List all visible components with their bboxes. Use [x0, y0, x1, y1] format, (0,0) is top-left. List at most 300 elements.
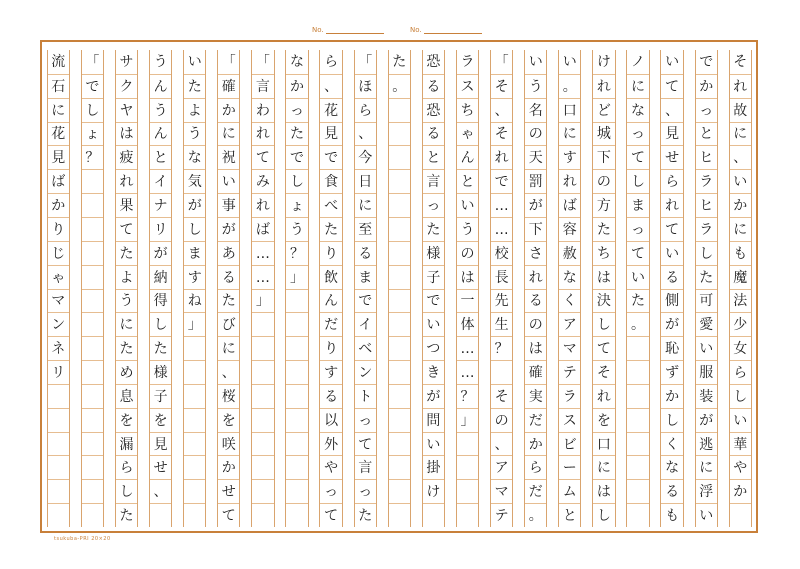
grid-cell: ん [150, 122, 171, 147]
text-column [456, 50, 479, 527]
grid-cell: ば [559, 193, 580, 218]
grid-cell: れ [525, 265, 546, 290]
grid-cell: を [150, 408, 171, 433]
grid-cell: 確 [525, 360, 546, 385]
grid-cell: よ [184, 98, 205, 123]
grid-cell: ま [627, 193, 648, 218]
grid-cell: て [116, 217, 137, 242]
grid-cell [48, 455, 69, 480]
grid-cell: ラ [696, 217, 717, 242]
grid-cell: い [730, 408, 751, 433]
grid-cell: マ [559, 336, 580, 361]
grid-cell: 飲 [320, 265, 341, 290]
grid-cell: 漏 [116, 432, 137, 457]
grid-cell: な [559, 265, 580, 290]
grid-cell: 様 [150, 360, 171, 385]
grid-cell [252, 312, 273, 337]
grid-cell: と [559, 503, 580, 528]
number-label-text-2: No. [410, 26, 422, 34]
grid-cell: は [457, 265, 478, 290]
grid-cell [82, 265, 103, 290]
grid-cell: で [491, 169, 512, 194]
grid-cell: か [730, 193, 751, 218]
grid-cell: 見 [48, 145, 69, 170]
grid-cell: 言 [355, 455, 376, 480]
grid-cell: た [218, 289, 239, 314]
grid-cell: っ [355, 479, 376, 504]
grid-cell [389, 289, 410, 314]
grid-cell: て [593, 336, 614, 361]
grid-cell: た [392, 53, 407, 70]
grid-cell [627, 384, 648, 409]
grid-cell: が [661, 312, 682, 337]
grid-cell: っ [355, 408, 376, 433]
grid-cell: ア [491, 455, 512, 480]
grid-cell: る [320, 384, 341, 409]
grid-cell: と [457, 169, 478, 194]
grid-cell: 一 [457, 289, 478, 314]
grid-cell: に [116, 312, 137, 337]
grid-cell: ち [593, 241, 614, 266]
grid-cell: … [457, 336, 478, 361]
grid-cell: い [423, 312, 444, 337]
grid-cell: で [286, 145, 307, 170]
grid-cell: と [423, 145, 444, 170]
grid-cell: じ [48, 241, 69, 266]
grid-cell: マ [491, 479, 512, 504]
grid-cell: 以 [320, 408, 341, 433]
grid-cell [48, 479, 69, 504]
grid-cell: が [150, 241, 171, 266]
grid-cell: た [593, 217, 614, 242]
grid-cell: せ [218, 479, 239, 504]
grid-cell [389, 312, 410, 337]
grid-cell: の [593, 169, 614, 194]
grid-cell [389, 217, 410, 242]
grid-cell [184, 432, 205, 457]
grid-cell [389, 98, 410, 123]
text-column [47, 50, 70, 527]
grid-cell [389, 408, 410, 433]
grid-cell: や [320, 455, 341, 480]
grid-cell [286, 503, 307, 528]
grid-cell: な [289, 53, 304, 70]
grid-cell: 浮 [696, 479, 717, 504]
grid-cell: い [696, 503, 717, 528]
grid-cell: い [665, 53, 680, 70]
grid-cell: 確 [218, 74, 239, 99]
grid-cell: ら [525, 455, 546, 480]
grid-cell: は [593, 265, 614, 290]
grid-cell: を [218, 408, 239, 433]
grid-cell: 装 [696, 384, 717, 409]
grid-cell: た [696, 265, 717, 290]
grid-cell: が [184, 193, 205, 218]
grid-cell: ょ [82, 122, 103, 147]
grid-cell: が [423, 384, 444, 409]
grid-cell: に [627, 74, 648, 99]
grid-cell [286, 432, 307, 457]
number-line-1 [326, 33, 384, 34]
grid-cell: ネ [48, 336, 69, 361]
grid-cell: ら [730, 360, 751, 385]
grid-cell: も [661, 503, 682, 528]
grid-cell: る [661, 479, 682, 504]
grid-cell [82, 432, 103, 457]
grid-cell: 納 [150, 265, 171, 290]
grid-cell: 先 [491, 289, 512, 314]
grid-cell [82, 217, 103, 242]
grid-cell: が [525, 193, 546, 218]
grid-cell: て [218, 503, 239, 528]
grid-cell: な [627, 98, 648, 123]
grid-cell: 下 [593, 145, 614, 170]
grid-cell: び [218, 312, 239, 337]
grid-cell [389, 455, 410, 480]
grid-cell: 、 [218, 360, 239, 385]
grid-cell [184, 360, 205, 385]
grid-cell: う [150, 98, 171, 123]
grid-cell: 。 [559, 74, 580, 99]
grid-cell: と [696, 122, 717, 147]
grid-cell: か [218, 455, 239, 480]
grid-cell: ン [48, 312, 69, 337]
grid-cell: 。 [389, 74, 410, 99]
grid-cell: し [82, 98, 103, 123]
grid-cell: う [457, 217, 478, 242]
grid-cell: ー [559, 455, 580, 480]
grid-cell: う [116, 289, 137, 314]
grid-cell: ん [150, 74, 171, 99]
text-column [183, 50, 206, 527]
grid-cell: ら [116, 455, 137, 480]
grid-cell: 日 [355, 169, 376, 194]
grid-cell: い [562, 53, 577, 70]
grid-cell: か [661, 384, 682, 409]
grid-cell [730, 503, 751, 528]
grid-cell: の [491, 408, 512, 433]
grid-cell: ま [355, 265, 376, 290]
grid-cell: い [627, 265, 648, 290]
grid-cell: 石 [48, 74, 69, 99]
grid-cell [389, 241, 410, 266]
grid-cell [184, 336, 205, 361]
grid-cell [457, 455, 478, 480]
grid-cell: か [48, 193, 69, 218]
grid-cell: し [661, 408, 682, 433]
grid-cell: っ [696, 98, 717, 123]
grid-cell: 子 [150, 384, 171, 409]
grid-cell [389, 169, 410, 194]
grid-cell: さ [525, 241, 546, 266]
grid-cell [286, 289, 307, 314]
grid-cell: に [559, 122, 580, 147]
grid-cell [389, 265, 410, 290]
grid-cell: 口 [593, 432, 614, 457]
grid-cell: に [218, 336, 239, 361]
grid-cell: い [661, 241, 682, 266]
grid-cell: な [661, 455, 682, 480]
grid-cell: ゃ [457, 122, 478, 147]
text-column [217, 50, 240, 527]
grid-cell: … [491, 217, 512, 242]
grid-cell: 名 [525, 98, 546, 123]
grid-cell [457, 503, 478, 528]
grid-cell: 見 [661, 122, 682, 147]
grid-cell: ？ [457, 384, 478, 409]
text-column [626, 50, 649, 527]
grid-cell: つ [423, 336, 444, 361]
grid-cell: み [252, 169, 273, 194]
grid-cell: い [457, 193, 478, 218]
grid-cell: 女 [730, 336, 751, 361]
grid-cell: か [286, 74, 307, 99]
grid-cell: か [730, 479, 751, 504]
grid-cell: く [559, 289, 580, 314]
grid-cell: あ [218, 241, 239, 266]
grid-cell: ノ [630, 53, 645, 70]
grid-cell: い [730, 169, 751, 194]
grid-cell: に [593, 455, 614, 480]
grid-cell: い [696, 336, 717, 361]
grid-cell: で [320, 145, 341, 170]
grid-cell [627, 479, 648, 504]
grid-cell: っ [627, 217, 648, 242]
grid-cell: し [696, 241, 717, 266]
grid-cell: イ [355, 312, 376, 337]
grid-cell: 「 [494, 53, 509, 70]
grid-cell: る [423, 74, 444, 99]
grid-cell [286, 455, 307, 480]
grid-cell: ま [184, 241, 205, 266]
grid-cell: ス [457, 74, 478, 99]
grid-cell: 方 [593, 193, 614, 218]
grid-cell [389, 384, 410, 409]
grid-cell: に [218, 122, 239, 147]
grid-cell [82, 360, 103, 385]
grid-cell: 見 [320, 122, 341, 147]
grid-cell: も [730, 241, 751, 266]
grid-cell: 」 [184, 312, 205, 337]
grid-cell: り [320, 336, 341, 361]
grid-cell: ラ [460, 53, 475, 70]
text-column [695, 50, 718, 527]
grid-cell [286, 360, 307, 385]
grid-cell: 罰 [525, 169, 546, 194]
grid-cell: 」 [252, 289, 273, 314]
grid-cell: 、 [320, 74, 341, 99]
grid-cell: そ [491, 384, 512, 409]
grid-cell [389, 360, 410, 385]
grid-cell: れ [116, 169, 137, 194]
grid-cell: 愛 [696, 312, 717, 337]
grid-cell [627, 360, 648, 385]
grid-cell: ち [457, 98, 478, 123]
grid-cell: ら [355, 98, 376, 123]
grid-cell: し [627, 169, 648, 194]
grid-cell: し [150, 312, 171, 337]
grid-cell: の [525, 122, 546, 147]
grid-cell: な [184, 145, 205, 170]
grid-cell: 城 [593, 122, 614, 147]
grid-cell: は [593, 479, 614, 504]
grid-cell: は [525, 336, 546, 361]
grid-cell: 赦 [559, 241, 580, 266]
grid-cell: そ [733, 53, 748, 70]
grid-cell: ゃ [48, 265, 69, 290]
grid-cell [627, 432, 648, 457]
grid-cell: リ [150, 217, 171, 242]
grid-cell: 息 [116, 384, 137, 409]
grid-cell: 花 [48, 122, 69, 147]
grid-cell: を [116, 408, 137, 433]
grid-cell [184, 479, 205, 504]
grid-cell: す [559, 145, 580, 170]
grid-cell [627, 503, 648, 528]
grid-cell: 生 [491, 312, 512, 337]
grid-cell: わ [252, 98, 273, 123]
grid-cell: ン [355, 360, 376, 385]
grid-cell: 魔 [730, 265, 751, 290]
grid-cell: れ [252, 193, 273, 218]
grid-cell: を [593, 408, 614, 433]
grid-cell: る [355, 241, 376, 266]
grid-cell: る [661, 265, 682, 290]
grid-cell: た [627, 289, 648, 314]
number-label-1 [312, 26, 384, 34]
grid-cell [48, 503, 69, 528]
text-column [729, 50, 752, 527]
grid-cell: ょ [286, 193, 307, 218]
grid-cell [389, 122, 410, 147]
grid-cell: 流 [51, 53, 66, 70]
grid-cell: 「 [255, 53, 270, 70]
grid-cell: 天 [525, 145, 546, 170]
grid-cell: ば [48, 169, 69, 194]
grid-cell: が [218, 217, 239, 242]
grid-cell: 実 [525, 384, 546, 409]
grid-cell: 「 [358, 53, 373, 70]
grid-cell: で [423, 289, 444, 314]
grid-cell: か [525, 432, 546, 457]
grid-cell: べ [320, 193, 341, 218]
text-column [660, 50, 683, 527]
grid-cell: 至 [355, 217, 376, 242]
grid-cell: 見 [150, 432, 171, 457]
grid-cell: 、 [150, 479, 171, 504]
grid-cell [48, 384, 69, 409]
grid-cell: い [528, 53, 543, 70]
grid-cell: く [661, 432, 682, 457]
grid-cell: れ [730, 74, 751, 99]
grid-cell: た [116, 241, 137, 266]
grid-cell [48, 408, 69, 433]
grid-cell: た [116, 336, 137, 361]
grid-cell: ？ [491, 336, 512, 361]
grid-cell [252, 336, 273, 361]
grid-cell: て [661, 217, 682, 242]
grid-cell: 事 [218, 193, 239, 218]
grid-cell: に [696, 455, 717, 480]
grid-cell: 、 [661, 98, 682, 123]
grid-cell [252, 503, 273, 528]
grid-cell [82, 336, 103, 361]
grid-cell: イ [150, 169, 171, 194]
grid-cell: 決 [593, 289, 614, 314]
grid-cell: う [153, 53, 168, 70]
grid-cell: た [184, 74, 205, 99]
grid-cell: た [320, 217, 341, 242]
grid-cell: に [355, 193, 376, 218]
grid-cell: 花 [320, 98, 341, 123]
grid-cell: う [184, 122, 205, 147]
grid-cell [48, 432, 69, 457]
grid-cell: テ [491, 503, 512, 528]
grid-cell [82, 289, 103, 314]
grid-cell [252, 479, 273, 504]
grid-cell [286, 336, 307, 361]
grid-cell [389, 193, 410, 218]
grid-cell [82, 455, 103, 480]
grid-cell: す [320, 360, 341, 385]
grid-cell: 気 [184, 169, 205, 194]
grid-cell [389, 145, 410, 170]
grid-cell: ム [559, 479, 580, 504]
grid-cell [389, 432, 410, 457]
grid-cell: 長 [491, 265, 512, 290]
grid-cell: 側 [661, 289, 682, 314]
grid-cell: 故 [730, 98, 751, 123]
grid-cell: ら [661, 169, 682, 194]
grid-cell: 言 [252, 74, 273, 99]
grid-cell: 。 [627, 312, 648, 337]
grid-cell: 恐 [423, 98, 444, 123]
manuscript-sheet [40, 40, 758, 533]
grid-cell: う [286, 217, 307, 242]
grid-cell: れ [559, 169, 580, 194]
grid-cell: し [730, 384, 751, 409]
grid-cell: て [252, 145, 273, 170]
grid-cell: 」 [457, 408, 478, 433]
grid-cell: ほ [355, 74, 376, 99]
grid-cell: け [423, 479, 444, 504]
grid-cell: ど [593, 98, 614, 123]
text-column [354, 50, 377, 527]
sheet-footer: tsukuba-PRI 20×20 [54, 536, 111, 542]
grid-cell: う [525, 74, 546, 99]
grid-cell: 少 [730, 312, 751, 337]
grid-cell [82, 169, 103, 194]
grid-cell: っ [627, 122, 648, 147]
grid-cell: リ [48, 360, 69, 385]
grid-cell [82, 479, 103, 504]
grid-cell [286, 479, 307, 504]
grid-cell: そ [491, 74, 512, 99]
grid-cell [184, 408, 205, 433]
grid-cell: だ [320, 312, 341, 337]
text-column [558, 50, 581, 527]
grid-cell [457, 432, 478, 457]
grid-cell: 華 [730, 432, 751, 457]
grid-cell: が [696, 408, 717, 433]
grid-cell: 、 [730, 145, 751, 170]
grid-cell: 服 [696, 360, 717, 385]
grid-cell: た [150, 336, 171, 361]
grid-cell: 言 [423, 169, 444, 194]
grid-cell: 今 [355, 145, 376, 170]
grid-cell: る [218, 265, 239, 290]
grid-cell [627, 336, 648, 361]
